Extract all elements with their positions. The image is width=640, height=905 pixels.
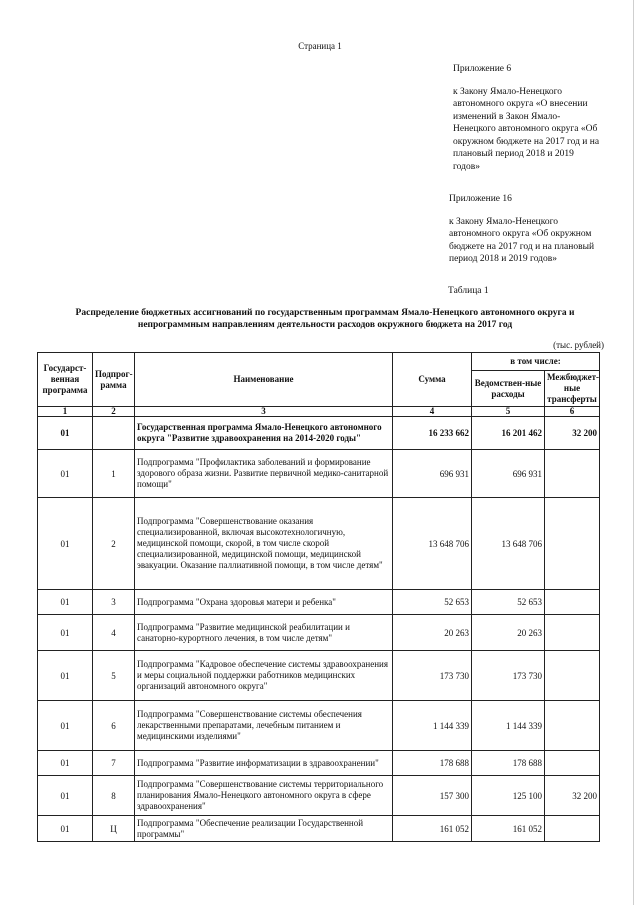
scan-edge-line [633, 0, 634, 905]
annex-16-heading: Приложение 16 [449, 194, 512, 204]
sum-cell: 178 688 [393, 751, 472, 776]
header-name: Наименование [135, 353, 393, 407]
departmental-cell: 173 730 [472, 651, 545, 701]
subprogram-cell: 7 [93, 751, 135, 776]
program-cell: 01 [38, 498, 93, 590]
sum-cell: 157 300 [393, 776, 472, 816]
column-number: 3 [135, 407, 393, 417]
sum-cell: 13 648 706 [393, 498, 472, 590]
departmental-cell: 13 648 706 [472, 498, 545, 590]
sum-cell: 696 931 [393, 450, 472, 498]
program-cell: 01 [38, 615, 93, 651]
table-row [38, 816, 600, 842]
table-number: Таблица 1 [448, 286, 489, 296]
subprogram-cell: 2 [93, 498, 135, 590]
annex-16-text: к Закону Ямало-Ненецкого автономного округа «Об окружном бюджете на 2017 год и на плановый период 2018 и 2019 годов» [449, 216, 595, 264]
table-row [38, 701, 600, 751]
column-number: 4 [393, 407, 472, 417]
table-row [38, 450, 600, 498]
name-cell: Подпрограмма "Совершенствование оказания специализированной, включая высокотехнологичную, медицинской помощи, скорой, в том числе скорой специализированной, медицинской помощи, медицинской эвакуации. Оказание паллиативной помощи, в том числе детям" [135, 498, 393, 590]
table-row [38, 498, 600, 590]
program-cell: 01 [38, 701, 93, 751]
departmental-cell: 20 263 [472, 615, 545, 651]
subprogram-cell [93, 417, 135, 450]
header-departmental: Ведомствен-ные расходы [472, 371, 545, 407]
name-cell: Подпрограмма "Обеспечение реализации Государственной программы" [135, 816, 393, 842]
table-row [38, 751, 600, 776]
document-title: Распределение бюджетных ассигнований по государственным программам Ямало-Ненецкого автономного округа и непрограммным направлениям деятельности расходов окружного бюджета на 2017 год [75, 308, 575, 330]
program-cell: 01 [38, 751, 93, 776]
departmental-cell: 1 144 339 [472, 701, 545, 751]
transfers-cell [545, 498, 600, 590]
name-cell: Подпрограмма "Кадровое обеспечение системы здравоохранения и меры социальной поддержки работников медицинских организаций автономного округа" [135, 651, 393, 701]
sum-cell: 1 144 339 [393, 701, 472, 751]
transfers-cell [545, 651, 600, 701]
sum-cell: 52 653 [393, 590, 472, 615]
subprogram-cell: 3 [93, 590, 135, 615]
name-cell: Подпрограмма "Развитие информатизации в здравоохранении" [135, 751, 393, 776]
subprogram-cell: 5 [93, 651, 135, 701]
header-including: в том числе: [472, 353, 600, 371]
program-cell: 01 [38, 776, 93, 816]
program-cell: 01 [38, 590, 93, 615]
subprogram-cell: 8 [93, 776, 135, 816]
transfers-cell: 32 200 [545, 776, 600, 816]
sum-cell: 16 233 662 [393, 417, 472, 450]
sum-cell: 20 263 [393, 615, 472, 651]
table-row [38, 417, 600, 450]
table-row [38, 651, 600, 701]
subprogram-cell: Ц [93, 816, 135, 842]
program-cell: 01 [38, 651, 93, 701]
departmental-cell: 178 688 [472, 751, 545, 776]
name-cell: Подпрограмма "Развитие медицинской реабилитации и санаторно-курортного лечения, в том числе детям" [135, 615, 393, 651]
program-cell: 01 [38, 450, 93, 498]
header-subprogram: Подпрог-рамма [93, 353, 135, 407]
departmental-cell: 52 653 [472, 590, 545, 615]
column-number: 2 [93, 407, 135, 417]
units-label: (тыс. рублей) [553, 340, 604, 350]
sum-cell: 173 730 [393, 651, 472, 701]
transfers-cell [545, 450, 600, 498]
subprogram-cell: 1 [93, 450, 135, 498]
sum-cell: 161 052 [393, 816, 472, 842]
program-cell: 01 [38, 816, 93, 842]
annex-6-text: к Закону Ямало-Ненецкого автономного округа «О внесении изменений в Закон Ямало-Ненецкого автономного округа «Об окружном бюджете на 2017 год и на плановый период 2018 и 2019 годов» [453, 86, 600, 172]
departmental-cell: 16 201 462 [472, 417, 545, 450]
page-label: Страница 1 [298, 41, 342, 51]
transfers-cell [545, 701, 600, 751]
name-cell: Подпрограмма "Совершенствование системы обеспечения лекарственными препаратами, лечебным питанием и медицинскими изделиями" [135, 701, 393, 751]
transfers-cell [545, 615, 600, 651]
header-sum: Сумма [393, 353, 472, 407]
budget-table [37, 352, 600, 842]
departmental-cell: 161 052 [472, 816, 545, 842]
departmental-cell: 125 100 [472, 776, 545, 816]
column-number: 6 [545, 407, 600, 417]
subprogram-cell: 6 [93, 701, 135, 751]
name-cell: Подпрограмма "Профилактика заболеваний и формирование здорового образа жизни. Развитие первичной медико-санитарной помощи" [135, 450, 393, 498]
annex-16-note [449, 193, 599, 266]
column-number: 5 [472, 407, 545, 417]
name-cell: Подпрограмма "Охрана здоровья матери и ребенка" [135, 590, 393, 615]
table-row [38, 776, 600, 816]
table-row [38, 615, 600, 651]
table-row [38, 590, 600, 615]
header-transfers: Межбюджет-ные трансферты [545, 371, 600, 407]
column-number: 1 [38, 407, 93, 417]
transfers-cell [545, 590, 600, 615]
annex-6-note [453, 63, 603, 173]
program-cell: 01 [38, 417, 93, 450]
column-number-row [38, 407, 600, 417]
transfers-cell [545, 751, 600, 776]
header-program: Государст-венная программа [38, 353, 93, 407]
name-cell: Государственная программа Ямало-Ненецкого автономного округа "Развитие здравоохранения на 2014-2020 годы" [135, 417, 393, 450]
transfers-cell [545, 816, 600, 842]
name-cell: Подпрограмма "Совершенствование системы территориального планирования Ямало-Ненецкого автономного округа в сфере здравоохранения" [135, 776, 393, 816]
transfers-cell: 32 200 [545, 417, 600, 450]
annex-6-heading: Приложение 6 [453, 64, 512, 74]
departmental-cell: 696 931 [472, 450, 545, 498]
subprogram-cell: 4 [93, 615, 135, 651]
